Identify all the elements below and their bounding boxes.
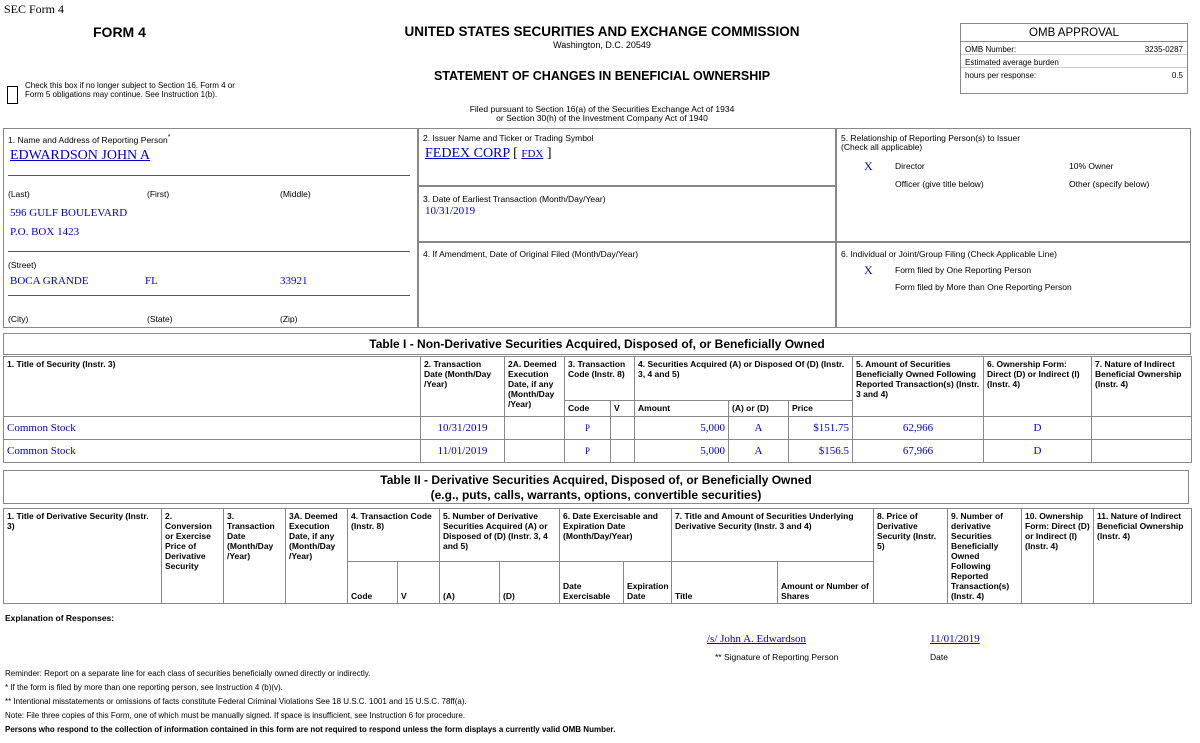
city-value: BOCA GRANDE [10, 275, 89, 287]
box4-label: 4. If Amendment, Date of Original Filed (Month/Day/Year) [423, 249, 639, 259]
city-label: (City) [8, 314, 29, 324]
table1 [3, 356, 1192, 463]
filed-line-1: Filed pursuant to Section 16(a) of the Securities Exchange Act of 1934 [469, 104, 735, 114]
ten-percent-owner-label: 10% Owner [1069, 161, 1114, 171]
state-value: FL [145, 275, 158, 287]
ownership-form: D [984, 440, 1092, 463]
price: $151.75 [789, 417, 853, 440]
agency-title: UNITED STATES SECURITIES AND EXCHANGE COMMISSION [404, 24, 800, 39]
other-label: Other (specify below) [1069, 179, 1150, 189]
t2-h4: 4. Transaction Code (Instr. 8) [348, 509, 440, 562]
box1-asterisk: * [167, 133, 171, 141]
many-person-label: Form filed by More than One Reporting Person [895, 282, 1072, 292]
ownership-form: D [984, 417, 1092, 440]
box5-label: 5. Relationship of Reporting Person(s) to Issuer [841, 133, 1021, 143]
t1-h3: 3. Transaction Code (Instr. 8) [565, 357, 635, 401]
t1-v: V [611, 401, 635, 417]
t2-h3: 3. Transaction Date (Month/Day /Year) [224, 509, 286, 604]
t1-code: Code [565, 401, 611, 417]
ticker-bracket-close: ] [546, 146, 552, 161]
t2-h2: 2. Conversion or Exercise Price of Derivative Security [162, 509, 224, 604]
omb-title: OMB APPROVAL [961, 24, 1187, 42]
acquired-disposed: A [729, 417, 789, 440]
reminder-note: Reminder: Report on a separate line for each class of securities beneficially owned directly or indirectly. [5, 669, 371, 678]
transaction-v [611, 417, 635, 440]
box2-label: 2. Issuer Name and Ticker or Trading Symbol [423, 133, 594, 143]
omb-hours-value: 0.5 [1171, 71, 1183, 80]
t2-v: V [398, 561, 440, 603]
security-title: Common Stock [4, 440, 421, 463]
first-label: (First) [147, 189, 170, 199]
director-check-mark: X [864, 159, 873, 173]
t1-h2a: 2A. Deemed Execution Date, if any (Month/Day /Year) [505, 357, 565, 417]
reporting-person-name[interactable]: EDWARDSON JOHN A [10, 148, 151, 163]
box6-label: 6. Individual or Joint/Group Filing (Check Applicable Line) [841, 249, 1057, 259]
city-divider [8, 295, 410, 296]
t2-date-exercisable: Date Exercisable [560, 561, 624, 603]
footnote-1: * If the form is filed by more than one reporting person, see Instruction 4 (b)(v). [5, 683, 283, 692]
t2-code: Code [348, 561, 398, 603]
table1-title: Table I - Non-Derivative Securities Acquired, Disposed of, or Beneficially Owned [3, 333, 1191, 355]
officer-label: Officer (give title below) [895, 179, 984, 189]
security-title: Common Stock [4, 417, 421, 440]
box3-earliest-date [418, 186, 836, 242]
transaction-v [611, 440, 635, 463]
t1-h6: 6. Ownership Form: Direct (D) or Indirect (I) (Instr. 4) [984, 357, 1092, 417]
acquired-disposed: A [729, 440, 789, 463]
t1-aord: (A) or (D) [729, 401, 789, 417]
t2-h6: 6. Date Exercisable and Expiration Date (Month/Day/Year) [560, 509, 672, 562]
t1-h7: 7. Nature of Indirect Beneficial Ownership (Instr. 4) [1092, 357, 1192, 417]
address-divider [8, 251, 410, 252]
amount-owned: 62,966 [853, 417, 984, 440]
address-line-2: P.O. BOX 1423 [10, 226, 80, 238]
box1-label: 1. Name and Address of Reporting Person [8, 134, 168, 145]
box4-amendment [418, 242, 836, 328]
issuer-name[interactable]: FEDEX CORP [425, 146, 510, 161]
middle-label: (Middle) [280, 189, 311, 199]
omb-number-value: 3235-0287 [1144, 45, 1183, 54]
table-row [4, 417, 1192, 440]
t2-h1: 1. Title of Derivative Security (Instr. 3) [4, 509, 162, 604]
t1-price: Price [789, 401, 853, 417]
explanation-label: Explanation of Responses: [5, 613, 115, 623]
t1-h4: 4. Securities Acquired (A) or Disposed Of (D) (Instr. 3, 4 and 5) [635, 357, 853, 401]
omb-approval-box [960, 23, 1188, 94]
t2-h11: 11. Nature of Indirect Beneficial Ownership (Instr. 4) [1094, 509, 1192, 604]
filed-line-2: or Section 30(h) of the Investment Company Act of 1940 [496, 113, 708, 123]
nature-ownership [1092, 440, 1192, 463]
state-label: (State) [147, 314, 173, 324]
signature-date[interactable]: 11/01/2019 [930, 633, 980, 645]
table2-title-line1: Table II - Derivative Securities Acquired, Disposed of, or Beneficially Owned [380, 473, 812, 487]
transaction-code: P [565, 417, 611, 440]
table-row [4, 440, 1192, 463]
t2-expiration: Expiration Date [624, 561, 672, 603]
last-label: (Last) [8, 189, 30, 199]
t2-amount-shares: Amount or Number of Shares [778, 561, 874, 603]
t2-title: Title [672, 561, 778, 603]
omb-hours-label: hours per response: [965, 71, 1037, 80]
t2-h3a: 3A. Deemed Execution Date, if any (Month/Day /Year) [286, 509, 348, 604]
earliest-transaction-date: 10/31/2019 [425, 205, 476, 217]
box2-issuer [418, 128, 836, 186]
date-label: Date [930, 652, 948, 662]
omb-burden-label: Estimated average burden [961, 55, 1187, 68]
agency-city: Washington, D.C. 20549 [553, 40, 651, 50]
zip-label: (Zip) [280, 314, 298, 324]
ticker-symbol[interactable]: FDX [521, 148, 544, 160]
sec-form-label: SEC Form 4 [4, 2, 65, 16]
table2-title-line2: (e.g., puts, calls, warrants, options, convertible securities) [430, 488, 762, 502]
footnote-3: Note: File three copies of this Form, one of which must be manually signed. If space is insufficient, see Instruction 6 for procedure. [5, 711, 466, 720]
name-divider [8, 175, 410, 176]
one-person-label: Form filed by One Reporting Person [895, 265, 1032, 275]
t2-h5: 5. Number of Derivative Securities Acquired (A) or Disposed of (D) (Instr. 3, 4 and 5) [440, 509, 560, 562]
form-title: FORM 4 [93, 24, 146, 40]
address-line-1: 596 GULF BOULEVARD [10, 207, 128, 219]
one-person-check-mark: X [864, 263, 873, 277]
amount: 5,000 [635, 440, 729, 463]
footnote-2: ** Intentional misstatements or omissions of facts constitute Federal Criminal Violations See 18 U.S.C. 1001 and 15 U.S.C. 78ff(a). [5, 697, 467, 706]
deemed-date [505, 417, 565, 440]
transaction-code: P [565, 440, 611, 463]
section16-checkbox[interactable] [7, 86, 18, 104]
box3-label: 3. Date of Earliest Transaction (Month/Day/Year) [423, 194, 606, 204]
director-label: Director [895, 161, 925, 171]
t2-a: (A) [440, 561, 500, 603]
t2-d: (D) [500, 561, 560, 603]
amount-owned: 67,966 [853, 440, 984, 463]
transaction-date: 10/31/2019 [421, 417, 505, 440]
box5-relationship [836, 128, 1191, 242]
box1-reporting-person [3, 128, 418, 328]
statement-title: STATEMENT OF CHANGES IN BENEFICIAL OWNERSHIP [433, 69, 771, 83]
zip-value: 33921 [280, 275, 308, 287]
table2-title [3, 470, 1189, 504]
t2-h7: 7. Title and Amount of Securities Underlying Derivative Security (Instr. 3 and 4) [672, 509, 874, 562]
t2-h9: 9. Number of derivative Securities Beneficially Owned Following Reported Transaction(s) (Instr. 4) [948, 509, 1022, 604]
t2-h8: 8. Price of Derivative Security (Instr. 5) [874, 509, 948, 604]
table2 [3, 508, 1192, 604]
omb-number-label: OMB Number: [965, 45, 1017, 54]
nature-ownership [1092, 417, 1192, 440]
t1-h2: 2. Transaction Date (Month/Day /Year) [421, 357, 505, 417]
amount: 5,000 [635, 417, 729, 440]
t2-h10: 10. Ownership Form: Direct (D) or Indirect (I) (Instr. 4) [1022, 509, 1094, 604]
t1-amount: Amount [635, 401, 729, 417]
signature-value[interactable]: /s/ John A. Edwardson [707, 633, 806, 645]
box5-sublabel: (Check all applicable) [841, 142, 923, 152]
footnote-4: Persons who respond to the collection of information contained in this form are not required to respond unless the form displays a currently valid OMB Number. [5, 725, 616, 734]
section16-text: Check this box if no longer subject to Section 16. Form 4 or Form 5 obligations may continue. See Instruction 1(b). [25, 81, 235, 99]
box6-filing [836, 242, 1191, 328]
t1-h1: 1. Title of Security (Instr. 3) [4, 357, 421, 417]
transaction-date: 11/01/2019 [421, 440, 505, 463]
signature-label: ** Signature of Reporting Person [715, 652, 839, 662]
t1-h5: 5. Amount of Securities Beneficially Owned Following Reported Transaction(s) (Instr. 3 and 4) [853, 357, 984, 417]
street-label: (Street) [8, 260, 37, 270]
deemed-date [505, 440, 565, 463]
price: $156.5 [789, 440, 853, 463]
ticker-bracket-open: [ [513, 146, 518, 161]
